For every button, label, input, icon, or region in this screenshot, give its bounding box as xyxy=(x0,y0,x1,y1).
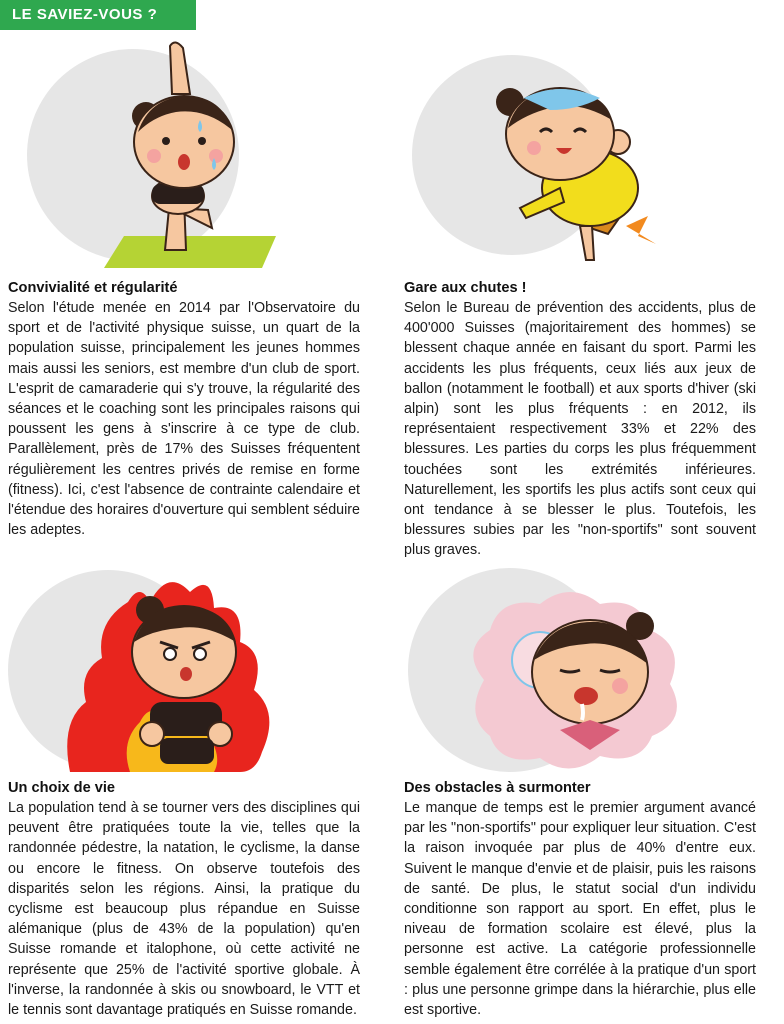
section-title: Convivialité et régularité xyxy=(8,280,178,296)
section-title: Un choix de vie xyxy=(8,780,116,796)
section-text: La population tend à se tourner vers des disciplines qui peuvent être pratiquées toute la vie, telles que la randonnée pédestre, la natation, le cyclisme, la danse ou encore le fitness. On observe toutefois des disparités selon les régions. Ainsi, la pratique du cyclisme est beaucoup plus répandue en Suisse alémanique (plus de 43% de la population) qu'en Suisse romande et italophone, où cette activité ne représente que 25% de l'activité sportive globale. À l'inverse, la randonnée à skis ou snowboard, le VTT et le tennis sont davantage pratiqués en Suisse romande. xyxy=(8,800,360,1019)
angry-girl-fire-illustration xyxy=(0,562,300,780)
falling-girl-illustration xyxy=(400,38,700,270)
section-falls xyxy=(404,278,756,561)
section-title: Gare aux chutes ! xyxy=(404,280,527,296)
section-life-choice xyxy=(8,778,360,1020)
section-text: Le manque de temps est le premier argument avancé par les "non-sportifs" pour expliquer leur situation. C'est la raison invoquée par plus de 40% d'entre eux. Suivent le manque d'envie et de plaisir, puis les raisons de santé. De plus, le statut social d'un individu conditionne son rapport au sport. En effet, plus le niveau de formation scolaire est élevé, plus la personne est active. La catégorie professionnelle semble également être corrélée à la pratique d'un sport : plus une personne grimpe dans la hiérarchie, plus elle est sportive. xyxy=(404,800,756,1019)
section-text: Selon le Bureau de prévention des accidents, plus de 400'000 Suisses (majoritairement des hommes) se blessent chaque année en faisant du sport. Parmi les accidents les plus fréquents, ceux liés aux jeux de ballon (notamment le football) et aux sports d'hiver (ski alpin) sont les plus fréquents : en 2012, ils représentaient respectivement 33% et 22% des blessures. Les parties du corps les plus fréquemment touchées sont les extrémités inférieures. Naturellement, les sportifs les plus actifs sont ceux qui ont tendance à se blesser le plus. Toutefois, les blessures subies par les "non-sportifs" sont souvent plus graves. xyxy=(404,300,756,559)
section-text: Selon l'étude menée en 2014 par l'Observatoire du sport et de l'activité physique suisse, un quart de la population suisse, principalement les jeunes hommes mais aussi les seniors, est membre d'un club de sport. L'esprit de camaraderie qui s'y trouve, la régularité des séances et le coaching sont les principales raisons qui poussent les gens à s'inscrire à ce type de club. Parallèlement, près de 17% des Suisses fréquentent régulièrement les centres privés de remise en forme (fitness). Ici, c'est l'absence de contrainte calendaire et l'étendue des horaires d'ouverture qui semblent séduire les adeptes. xyxy=(8,300,360,539)
tired-girl-bubble-illustration xyxy=(400,560,700,782)
section-badge: LE SAVIEZ-VOUS ? xyxy=(0,0,196,30)
section-conviviality xyxy=(8,278,360,540)
section-obstacles xyxy=(404,778,756,1020)
section-title: Des obstacles à surmonter xyxy=(404,780,591,796)
yoga-girl-illustration xyxy=(0,38,290,270)
